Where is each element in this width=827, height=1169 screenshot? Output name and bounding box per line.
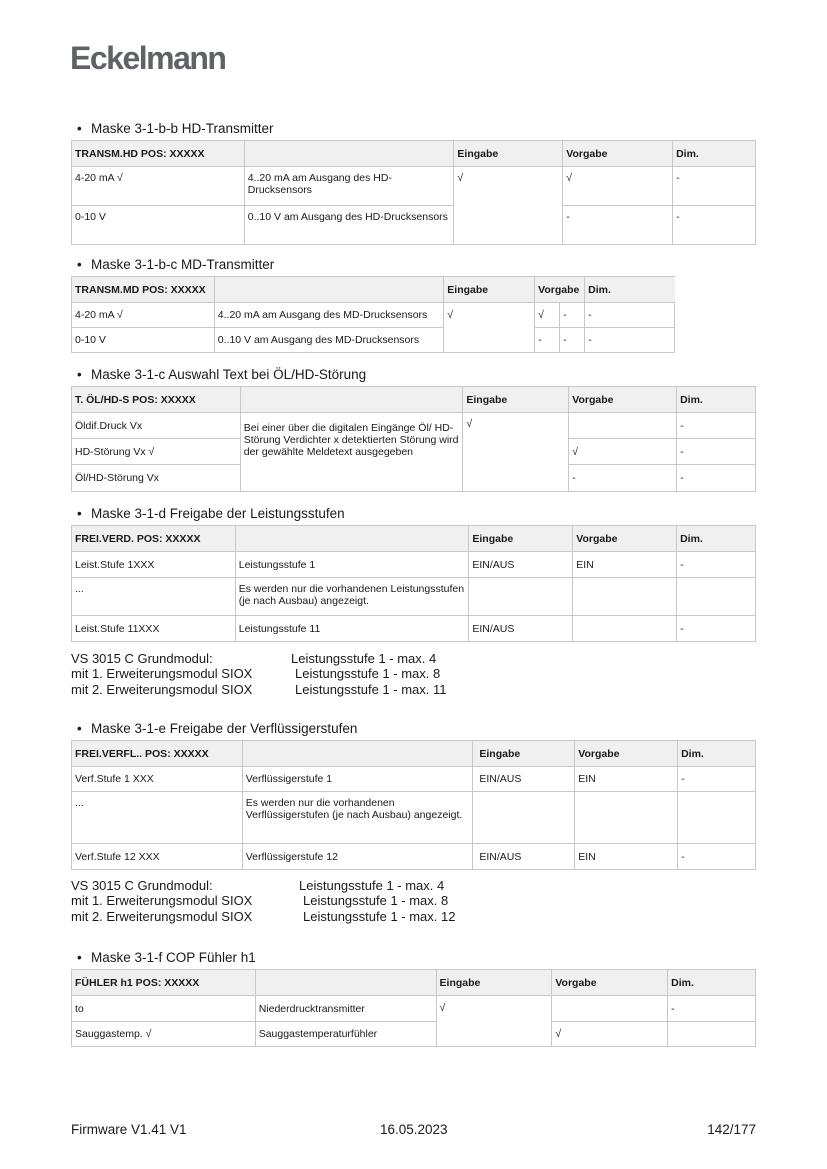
bullet-icon: • (77, 367, 82, 382)
condenser-limits-note (71, 878, 455, 924)
table-cell: - (678, 844, 756, 870)
table-cell: √ (563, 167, 673, 206)
header-cell: Eingabe (469, 526, 573, 552)
header-cell (214, 277, 444, 303)
note-value: Leistungsstufe 1 - max. 12 (303, 908, 456, 924)
table-cell: EIN (575, 767, 678, 792)
header-cell: Vorgabe (573, 526, 677, 552)
table-cell: EIN (575, 844, 678, 870)
company-logo: Eckelmann (70, 40, 226, 76)
note-row (71, 909, 455, 924)
table-cell: EIN/AUS (469, 616, 573, 642)
bullet-icon: • (77, 950, 82, 965)
parameter-table (71, 276, 675, 353)
header-cell (255, 970, 436, 996)
section-heading (77, 721, 756, 737)
section-heading-text: Maske 3-1-f COP Fühler h1 (91, 950, 256, 965)
table-cell: - (673, 167, 756, 206)
bullet-icon: • (77, 257, 82, 272)
header-cell: TRANSM.HD POS: XXXXX (72, 141, 245, 167)
table-cell: - (569, 465, 677, 492)
section-heading-text: Maske 3-1-b-b HD-Transmitter (91, 121, 274, 136)
header-cell: FÜHLER h1 POS: XXXXX (72, 970, 256, 996)
table-cell (473, 792, 575, 844)
section-heading-text: Maske 3-1-b-c MD-Transmitter (91, 257, 275, 272)
table-cell: √ (463, 413, 569, 492)
table-cell: Öl/HD-Störung Vx (72, 465, 241, 492)
section-cop-sensor (71, 950, 756, 1047)
header-cell: T. ÖL/HD-S POS: XXXXX (72, 387, 241, 413)
section-power-stages (71, 506, 756, 642)
note-row (71, 651, 447, 666)
note-value: Leistungsstufe 1 - max. 8 (303, 893, 449, 909)
note-label: VS 3015 C Grundmodul: (71, 878, 213, 893)
table-row (72, 792, 756, 844)
table-cell: 0..10 V am Ausgang des MD-Drucksensors (214, 328, 444, 353)
parameter-table (71, 969, 756, 1047)
table-cell: Es werden nur die vorhandenen Verflüssigerstufen (je nach Ausbau) angezeigt. (242, 792, 473, 844)
table-cell: √ (569, 439, 677, 465)
table-cell: Leist.Stufe 11XXX (72, 616, 236, 642)
section-hd-transmitter (71, 121, 756, 245)
bullet-icon: • (77, 506, 82, 521)
table-cell: √ (535, 303, 560, 328)
header-cell: Eingabe (473, 741, 575, 767)
header-cell: Dim. (673, 141, 756, 167)
table-cell: EIN/AUS (473, 844, 575, 870)
table-cell: √ (552, 1022, 668, 1047)
table-cell (552, 996, 668, 1022)
footer-page-number: 142/177 (707, 1122, 756, 1137)
table-row (72, 328, 675, 353)
parameter-table (71, 386, 756, 492)
table-header-row (72, 387, 756, 413)
section-oil-hd-fault (71, 367, 756, 492)
table-row (72, 996, 756, 1022)
table-cell: - (673, 206, 756, 245)
header-cell: TRANSM.MD POS: XXXXX (72, 277, 215, 303)
section-condenser-stages (71, 721, 756, 870)
header-cell: Vorgabe (575, 741, 678, 767)
section-heading (77, 367, 756, 383)
table-cell: - (563, 206, 673, 245)
section-heading-text: Maske 3-1-e Freigabe der Verflüssigerstufen (91, 721, 358, 736)
table-cell: Leistungsstufe 1 (235, 552, 469, 578)
table-cell: Es werden nur die vorhandenen Leistungsstufen (je nach Ausbau) angezeigt. (235, 578, 469, 616)
table-cell: - (560, 303, 585, 328)
section-heading-text: Maske 3-1-c Auswahl Text bei ÖL/HD-Störung (91, 367, 367, 382)
table-cell (678, 792, 756, 844)
table-cell (469, 578, 573, 616)
header-cell: Dim. (668, 970, 756, 996)
header-cell (242, 741, 473, 767)
table-cell: Sauggastemperaturfühler (255, 1022, 436, 1047)
header-cell: Eingabe (436, 970, 552, 996)
table-cell: - (668, 996, 756, 1022)
table-header-row (72, 277, 675, 303)
note-label: mit 1. Erweiterungsmodul SIOX (71, 666, 253, 682)
table-cell: EIN (573, 552, 677, 578)
header-cell: Vorgabe (535, 277, 585, 303)
note-label: mit 2. Erweiterungsmodul SIOX (71, 908, 253, 924)
table-cell: √ (444, 303, 535, 353)
header-cell: Dim. (677, 387, 756, 413)
table-cell: Bei einer über die digitalen Eingänge Öl/ HD-Störung Verdichter x detektierten Störung wird der gewählte Meldetext ausgegeben (240, 413, 463, 492)
table-row (72, 303, 675, 328)
table-cell (668, 1022, 756, 1047)
parameter-table (71, 740, 756, 870)
table-cell (575, 792, 678, 844)
table-cell: HD-Störung Vx √ (72, 439, 241, 465)
footer-date: 16.05.2023 (380, 1122, 448, 1137)
table-row (72, 844, 756, 870)
table-cell: Öldif.Druck Vx (72, 413, 241, 439)
table-row (72, 552, 756, 578)
note-row (71, 893, 455, 908)
table-row (72, 167, 756, 206)
table-cell: - (677, 413, 756, 439)
section-heading (77, 950, 756, 966)
table-cell: Verflüssigerstufe 12 (242, 844, 473, 870)
table-cell: - (677, 465, 756, 492)
header-cell: Dim. (678, 741, 756, 767)
header-cell (244, 141, 454, 167)
table-cell: Leistungsstufe 11 (235, 616, 469, 642)
table-cell (573, 616, 677, 642)
table-cell: - (677, 552, 756, 578)
header-cell: Eingabe (444, 277, 535, 303)
table-row (72, 578, 756, 616)
table-cell: - (677, 439, 756, 465)
section-heading (77, 506, 756, 522)
bullet-icon: • (77, 121, 82, 136)
note-label: VS 3015 C Grundmodul: (71, 651, 213, 666)
table-cell: to (72, 996, 256, 1022)
table-cell: ... (72, 792, 243, 844)
note-label: mit 2. Erweiterungsmodul SIOX (71, 681, 253, 697)
table-cell: 4-20 mA √ (72, 167, 245, 206)
table-cell: √ (454, 167, 563, 245)
section-heading (77, 257, 675, 273)
section-heading (77, 121, 756, 137)
table-cell: Sauggastemp. √ (72, 1022, 256, 1047)
table-cell: 0-10 V (72, 206, 245, 245)
header-cell: Vorgabe (569, 387, 677, 413)
table-row (72, 767, 756, 792)
table-cell (677, 578, 756, 616)
table-cell: ... (72, 578, 236, 616)
note-value: Leistungsstufe 1 - max. 8 (295, 666, 441, 682)
header-cell: Dim. (585, 277, 675, 303)
header-cell: FREI.VERFL.. POS: XXXXX (72, 741, 243, 767)
table-cell: Niederdrucktransmitter (255, 996, 436, 1022)
table-row (72, 1022, 756, 1047)
header-cell (240, 387, 463, 413)
note-row (71, 878, 455, 893)
table-cell: EIN/AUS (473, 767, 575, 792)
header-cell: FREI.VERD. POS: XXXXX (72, 526, 236, 552)
table-cell: 4..20 mA am Ausgang des MD-Drucksensors (214, 303, 444, 328)
header-cell: Dim. (677, 526, 756, 552)
table-cell: Verf.Stufe 1 XXX (72, 767, 243, 792)
header-cell: Eingabe (463, 387, 569, 413)
table-cell (569, 413, 677, 439)
bullet-icon: • (77, 721, 82, 736)
header-cell: Vorgabe (563, 141, 673, 167)
header-cell: Vorgabe (552, 970, 668, 996)
header-cell (235, 526, 469, 552)
table-header-row (72, 141, 756, 167)
note-row (71, 666, 447, 681)
table-cell: Leist.Stufe 1XXX (72, 552, 236, 578)
table-cell: Verf.Stufe 12 XXX (72, 844, 243, 870)
table-header-row (72, 741, 756, 767)
table-header-row (72, 526, 756, 552)
header-cell: Eingabe (454, 141, 563, 167)
table-cell: √ (436, 996, 552, 1047)
note-value: Leistungsstufe 1 - max. 4 (291, 651, 437, 666)
stage-limits-note (71, 651, 447, 697)
table-cell: - (560, 328, 585, 353)
note-value: Leistungsstufe 1 - max. 4 (299, 878, 445, 893)
table-cell: 0..10 V am Ausgang des HD-Drucksensors (244, 206, 454, 245)
parameter-table (71, 525, 756, 642)
parameter-table (71, 140, 756, 245)
note-value: Leistungsstufe 1 - max. 11 (295, 681, 447, 697)
table-cell: - (585, 303, 675, 328)
section-heading-text: Maske 3-1-d Freigabe der Leistungsstufen (91, 506, 345, 521)
section-md-transmitter (71, 257, 675, 353)
table-cell: Verflüssigerstufe 1 (242, 767, 473, 792)
table-cell: - (678, 767, 756, 792)
footer-firmware: Firmware V1.41 V1 (71, 1122, 187, 1137)
table-cell: - (535, 328, 560, 353)
table-row (72, 616, 756, 642)
table-cell: 0-10 V (72, 328, 215, 353)
table-cell: - (677, 616, 756, 642)
note-label: mit 1. Erweiterungsmodul SIOX (71, 893, 253, 909)
table-cell: 4-20 mA √ (72, 303, 215, 328)
table-cell: EIN/AUS (469, 552, 573, 578)
note-row (71, 682, 447, 697)
table-cell (573, 578, 677, 616)
table-cell: - (585, 328, 675, 353)
table-row (72, 206, 756, 245)
table-header-row (72, 970, 756, 996)
table-cell: 4..20 mA am Ausgang des HD-Drucksensors (244, 167, 454, 206)
table-row (72, 413, 756, 439)
